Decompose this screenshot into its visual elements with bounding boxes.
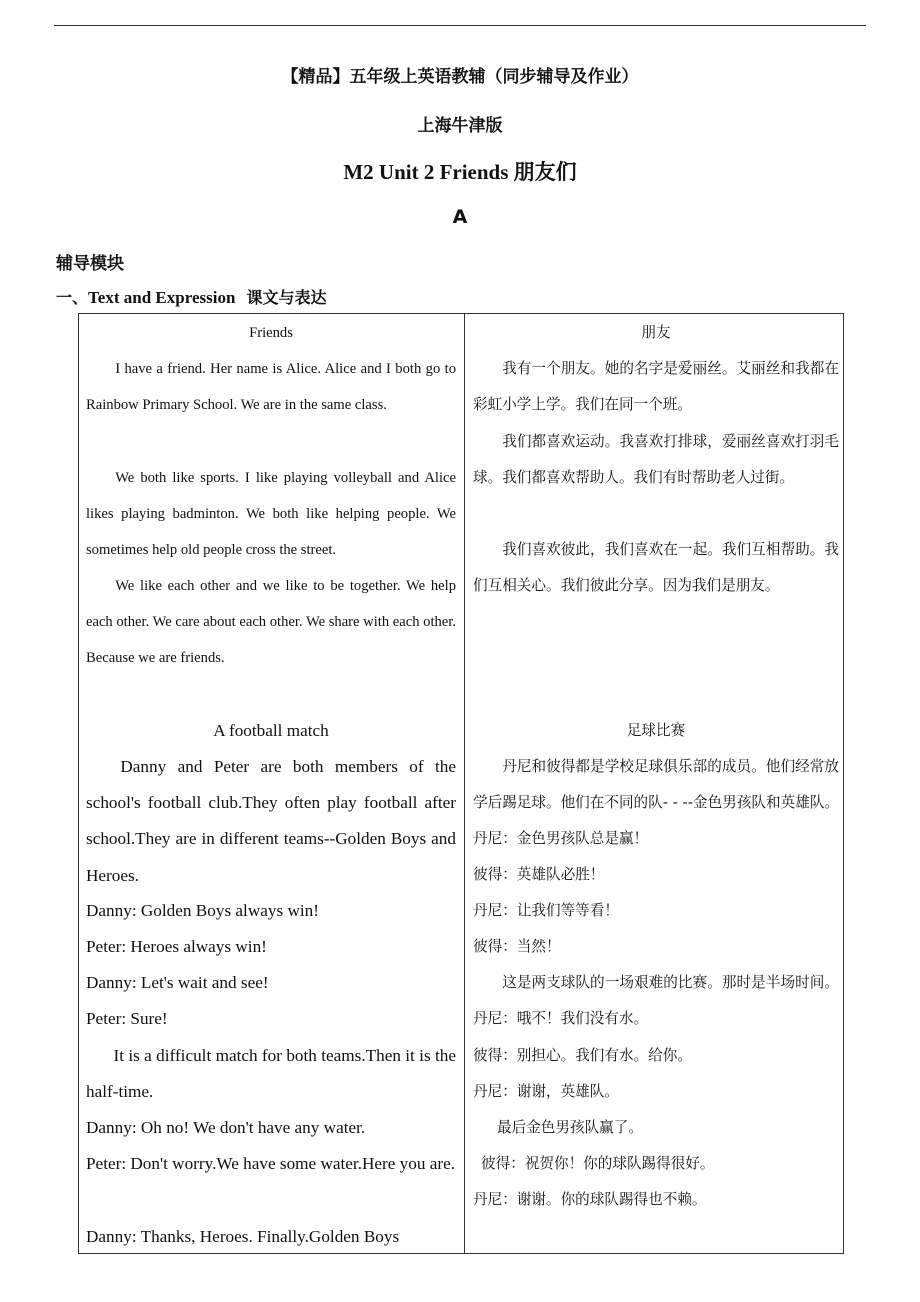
passage2-en-dialogue-line: Peter: Don't worry.We have some water.Here you are. bbox=[86, 1154, 456, 1173]
passage2-zh-dialogue-line: 丹尼：谢谢，英雄队。 bbox=[473, 1083, 619, 1100]
passage2-en-dialogue-line: Peter: Sure! bbox=[86, 1009, 168, 1028]
passage2-zh-dialogue-line: 彼得：当然！ bbox=[473, 938, 561, 955]
passage2-en-middle: It is a difficult match for both teams.Then it is the half-time. bbox=[86, 1046, 456, 1102]
part-label: A bbox=[452, 206, 468, 228]
passage2-zh-middle: 这是两支球队的一场艰难的比赛。那时是半场时间。 丹尼：哦不！我们没有水。 bbox=[473, 974, 839, 1028]
table-column-divider bbox=[464, 313, 465, 1254]
passage1-zh-paragraph-1: 我有一个朋友。她的名字是爱丽丝。艾丽丝和我都在彩虹小学上学。我们在同一个班。 bbox=[473, 360, 839, 414]
passage1-en-title: Friends bbox=[249, 325, 293, 341]
passage2-en-dialogue-line: Danny: Golden Boys always win! bbox=[86, 901, 319, 920]
document-title: 【精品】五年级上英语教辅（同步辅导及作业） bbox=[281, 67, 639, 87]
passage2-en-dialogue-line: Danny: Thanks, Heroes. Finally.Golden Boys bbox=[86, 1227, 400, 1246]
passage2-zh-dialogue-line: 最后金色男孩队赢了。 bbox=[497, 1119, 643, 1136]
section-title-en: Text and Expression bbox=[88, 288, 236, 307]
passage1-en-paragraph-3: We like each other and we like to be together. We help each other. We care about each other. We share with each other. Because we are friends. bbox=[86, 578, 456, 667]
passage2-zh-title: 足球比赛 bbox=[626, 722, 686, 739]
passage2-zh-dialogue-line: 彼得：祝贺你！你的球队踢得很好。 bbox=[481, 1155, 715, 1172]
module-heading: 辅导模块 bbox=[56, 254, 124, 274]
passage2-en-intro: Danny and Peter are both members of the school's football club.They often play football after school.They are in different teams--Golden Boys and Heroes. bbox=[86, 757, 456, 885]
section-heading bbox=[56, 285, 327, 308]
passage2-en-dialogue-line: Peter: Heroes always win! bbox=[86, 937, 267, 956]
passage1-zh-paragraph-2: 我们都喜欢运动。我喜欢打排球，爱丽丝喜欢打羽毛球。我们都喜欢帮助人。我们有时帮助老人过街。 bbox=[473, 433, 839, 487]
publisher-label: 上海牛津版 bbox=[417, 116, 503, 136]
passage2-zh-dialogue-line: 丹尼：让我们等等看！ bbox=[473, 902, 619, 919]
passage2-en-dialogue-line: Danny: Oh no! We don't have any water. bbox=[86, 1118, 366, 1137]
header-rule bbox=[54, 25, 866, 26]
unit-title: M2 Unit 2 Friends 朋友们 bbox=[343, 160, 577, 184]
passage1-zh-paragraph-3: 我们喜欢彼此，我们喜欢在一起。我们互相帮助。我们互相关心。我们彼此分享。因为我们是朋友。 bbox=[473, 541, 839, 595]
passage2-zh-dialogue-line: 彼得：英雄队必胜！ bbox=[473, 866, 605, 883]
passage2-zh-dialogue-line: 彼得：别担心。我们有水。给你。 bbox=[473, 1047, 692, 1064]
passage2-zh-intro: 丹尼和彼得都是学校足球俱乐部的成员。他们经常放学后踢足球。他们在不同的队- - --金色男孩队和英雄队。 丹尼：金色男孩队总是赢！ bbox=[473, 758, 840, 848]
passage2-en-title: A football match bbox=[213, 721, 329, 740]
passage2-zh-dialogue-line: 丹尼：谢谢。你的球队踢得也不赖。 bbox=[473, 1191, 707, 1208]
section-prefix: 一、 bbox=[56, 288, 89, 307]
passage2-en-dialogue-line: Danny: Let's wait and see! bbox=[86, 973, 269, 992]
passage1-en-paragraph-1: I have a friend. Her name is Alice. Alice and I both go to Rainbow Primary School. We are in the same class. bbox=[86, 361, 456, 414]
passage1-en-paragraph-2: We both like sports. I like playing volleyball and Alice likes playing badminton. We both like helping people. We sometimes help old people cross the street. bbox=[86, 470, 456, 559]
passage1-zh-title: 朋友 bbox=[641, 324, 671, 341]
section-title-zh: 课文与表达 bbox=[246, 288, 327, 307]
